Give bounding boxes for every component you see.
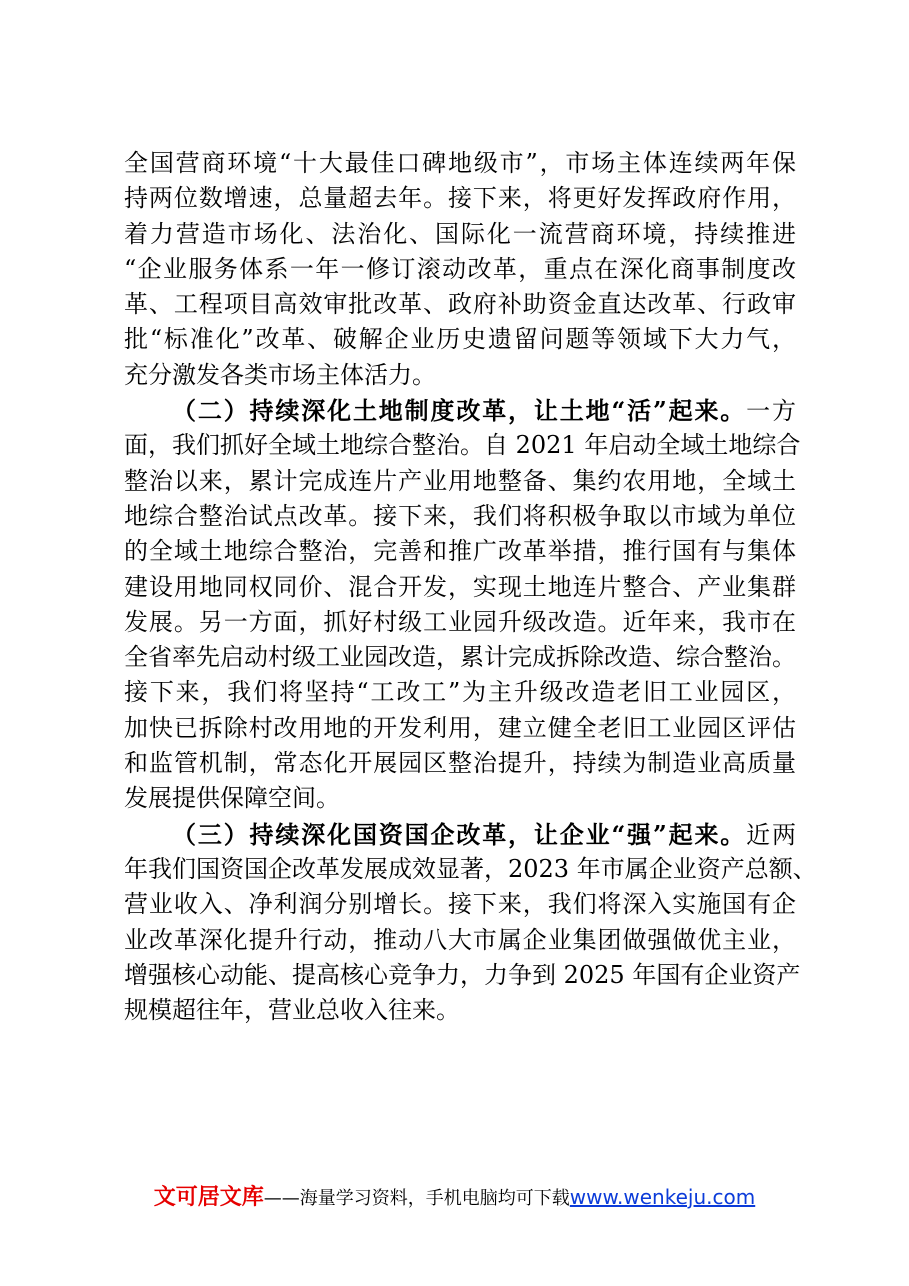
text-line: 整治以来，累计完成连片产业用地整备、集约农用地，全域土 bbox=[124, 466, 796, 495]
text-line: 接下来，我们将坚持“工改工”为主升级改造老旧工业园区， bbox=[124, 678, 796, 707]
footer-content bbox=[154, 1180, 755, 1211]
section-heading-land-reform: （二）持续深化土地制度改革，让土地“活”起来。 bbox=[172, 396, 747, 426]
text-line: 的全域土地综合整治，完善和推广改革举措，推行国有与集体 bbox=[124, 537, 796, 566]
text-line: 着力营造市场化、法治化、国际化一流营商环境，持续推进 bbox=[124, 219, 796, 248]
website-link[interactable]: www.wenkeju.com bbox=[569, 1185, 756, 1209]
text-line: 地综合整治试点改革。接下来，我们将积极争取以市域为单位 bbox=[124, 501, 796, 530]
text-line: 年我们国资国企改革发展成效显著，2023 年市属企业资产总额、 bbox=[124, 854, 817, 883]
text-line: 和监管机制，常态化开展园区整治提升，持续为制造业高质量 bbox=[124, 749, 796, 778]
text-line: 建设用地同权同价、混合开发，实现土地连片整合、产业集群 bbox=[124, 572, 796, 601]
text-line: 发展。另一方面，抓好村级工业园升级改造。近年来，我市在 bbox=[124, 607, 796, 636]
footer-banner bbox=[0, 1180, 909, 1211]
paragraph-1 bbox=[124, 146, 796, 393]
paragraph-first-line bbox=[124, 817, 796, 852]
text-line: 充分激发各类市场主体活力。 bbox=[124, 360, 436, 389]
text-line: 规模超往年，营业总收入往来。 bbox=[124, 996, 460, 1025]
footer-slogan: ——海量学习资料，手机电脑均可下载 bbox=[263, 1188, 570, 1209]
paragraph-3 bbox=[124, 817, 817, 1029]
text-line: 全国营商环境“十大最佳口碑地级市”，市场主体连续两年保 bbox=[124, 149, 796, 177]
text-span: 近两 bbox=[746, 820, 797, 849]
text-line: 增强核心动能、提高核心竞争力，力争到 2025 年国有企业资产 bbox=[124, 960, 801, 989]
text-line: 批“标准化”改革、破解企业历史遗留问题等领域下大力气， bbox=[124, 325, 796, 354]
paragraph-2 bbox=[124, 393, 801, 817]
text-line: 加快已拆除村改用地的开发利用，建立健全老旧工业园区评估 bbox=[124, 713, 796, 742]
text-line: “企业服务体系一年一修订滚动改革，重点在深化商事制度改 bbox=[124, 254, 796, 283]
text-line: 业改革深化提升行动，推动八大市属企业集团做强做优主业， bbox=[124, 925, 796, 954]
text-line: 持两位数增速，总量超去年。接下来，将更好发挥政府作用， bbox=[124, 184, 796, 213]
text-line: 革、工程项目高效审批改革、政府补助资金直达改革、行政审 bbox=[124, 290, 796, 319]
text-line: 面，我们抓好全域土地综合整治。自 2021 年启动全域土地综合 bbox=[124, 431, 801, 460]
document-body bbox=[124, 146, 817, 1028]
text-line: 发展提供保障空间。 bbox=[124, 784, 340, 813]
text-line: 营业收入、净利润分别增长。接下来，我们将深入实施国有企 bbox=[124, 890, 796, 919]
section-heading-soe-reform: （三）持续深化国资国企改革，让企业“强”起来。 bbox=[172, 819, 747, 849]
paragraph-first-line bbox=[124, 393, 796, 428]
text-line: 全省率先启动村级工业园改造，累计完成拆除改造、综合整治。 bbox=[124, 643, 796, 672]
text-span: 一方 bbox=[746, 397, 797, 426]
brand-name: 文可居文库 bbox=[153, 1185, 264, 1210]
